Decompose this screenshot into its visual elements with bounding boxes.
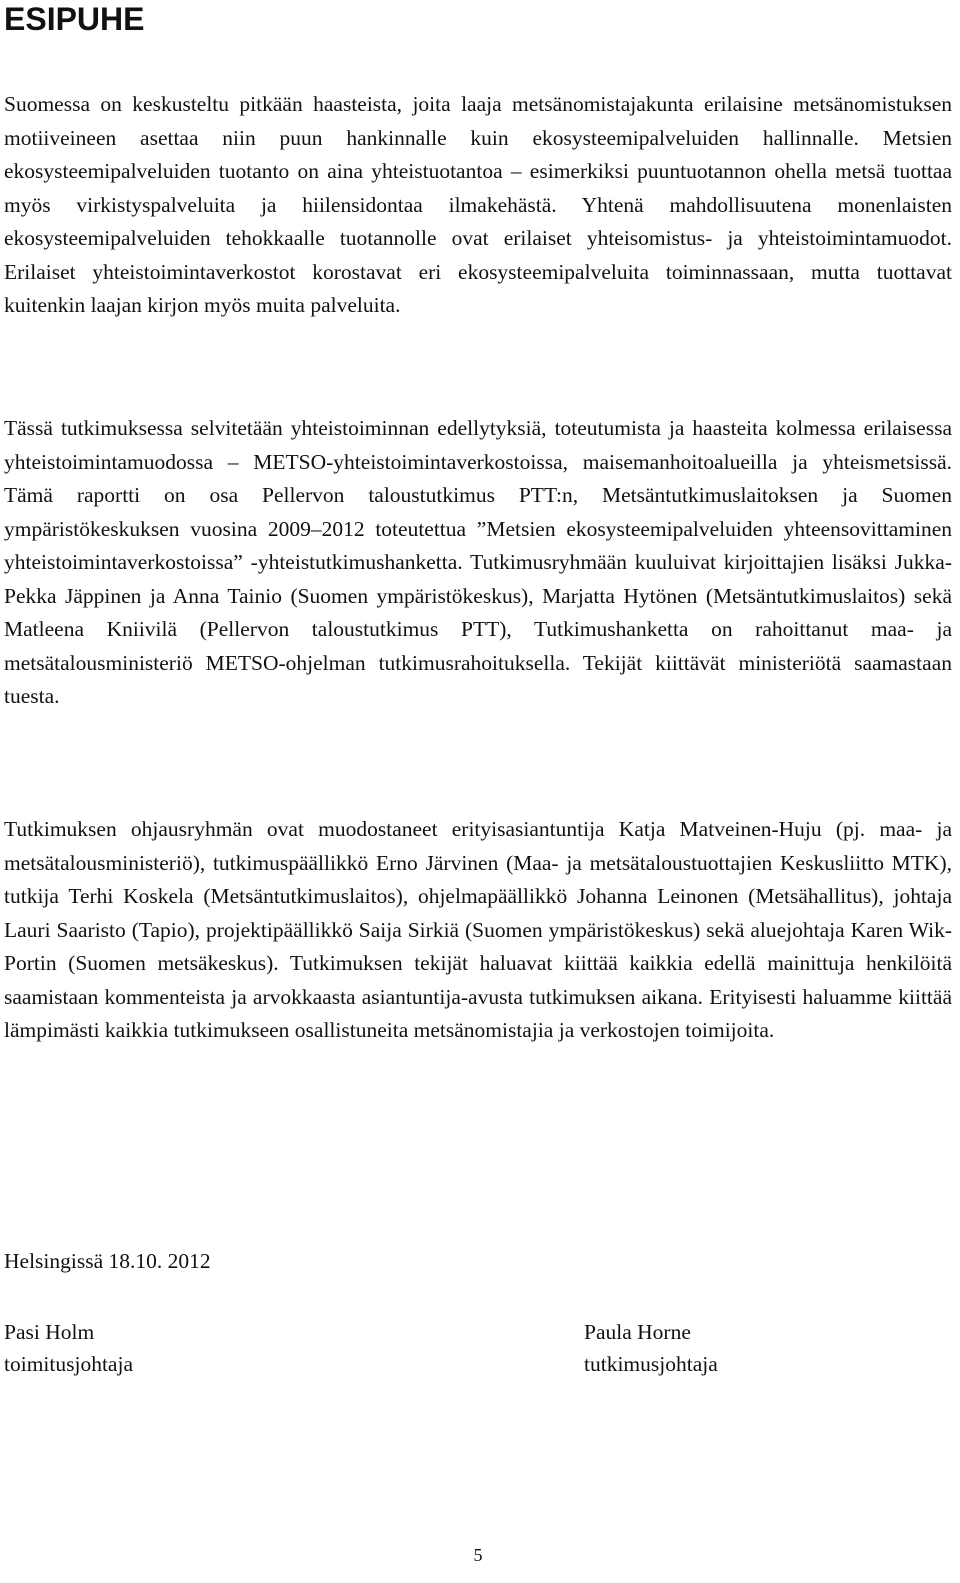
signature-block-right bbox=[584, 1316, 718, 1380]
page-title: ESIPUHE bbox=[4, 1, 145, 37]
paragraph-study: Tässä tutkimuksessa selvitetään yhteistoiminnan edellytyksiä, toteutumista ja haasteita kolmessa erilaisessa yhteistoimintamuodossa – METSO-yhteistoimintaverkostoissa, maisemanhoitoalueilla ja yhteismetsissä. Tämä raportti on osa Pellervon taloustutkimus PTT:n, Metsäntutkimuslaitoksen ja Suomen ympäristökeskuksen vuosina 2009–2012 toteutettua ”Metsien ekosysteemipalveluiden yhteensovittaminen yhteistoimintaverkostoissa” -yhteistutkimushanketta. Tutkimusryhmään kuuluivat kirjoittajien lisäksi Jukka-Pekka Jäppinen ja Anna Tainio (Suomen ympäristökeskus), Marjatta Hytönen (Metsäntutkimuslaitos) sekä Matleena Kniivilä (Pellervon taloustutkimus PTT), Tutkimushanketta on rahoittanut maa- ja metsätalousministeriö METSO-ohjelman tutkimusrahoituksella. Tekijät kiittävät ministeriötä saamastaan tuesta. bbox=[4, 416, 952, 708]
signatory-title: toimitusjohtaja bbox=[4, 1352, 133, 1376]
paragraph-acknowledgements: Tutkimuksen ohjausryhmän ovat muodostaneet erityisasiantuntija Katja Matveinen-Huju (pj. maa- ja metsätalousministeriö), tutkimuspäällikkö Erno Järvinen (Maa- ja metsätaloustuottajien Keskusliitto MTK), tutkija Terhi Koskela (Metsäntutkimuslaitos), ohjelmapäällikkö Johanna Leinonen (Metsähallitus), johtaja Lauri Saaristo (Tapio), projektipäällikkö Saija Sirkiä (Suomen ympäristökeskus) sekä aluejohtaja Karen Wik-Portin (Suomen metsäkeskus). Tutkimuksen tekijät haluavat kiittää kaikkia edellä mainittuja henkilöitä saamistaan kommenteista ja arvokkaasta asiantuntija-avusta tutkimuksen aikana. Erityisesti haluamme kiittää lämpimästi kaikkia tutkimukseen osallistuneita metsänomistajia ja verkostojen toimijoita. bbox=[4, 817, 952, 1042]
signatory-title: tutkimusjohtaja bbox=[584, 1352, 718, 1376]
page-number-footer bbox=[0, 1543, 960, 1567]
place-and-date: Helsingissä 18.10. 2012 bbox=[4, 1249, 211, 1273]
paragraph-intro: Suomessa on keskusteltu pitkään haasteista, joita laaja metsänomistajakunta erilaisine metsänomistuksen motiiveineen asettaa niin puun hankinnalle kuin ekosysteemipalveluiden hallinnalle. Metsien ekosysteemipalveluiden tuotanto on aina yhteistuotantoa – esimerkiksi puuntuotannon ohella metsä tuottaa myös virkistyspalveluita ja hiilensidontaa ilmakehästä. Yhtenä mahdollisuutena monenlaisten ekosysteemipalveluiden tehokkaalle tuotannolle ovat erilaiset yhteisomistus- ja yhteistoimintamuodot. Erilaiset yhteistoimintaverkostot korostavat eri ekosysteemipalveluita toiminnassaan, mutta tuottavat kuitenkin laajan kirjon myös muita palveluita. bbox=[4, 92, 952, 317]
page-number: 5 bbox=[473, 1545, 483, 1565]
signatory-name: Paula Horne bbox=[584, 1320, 691, 1344]
signature-block-left bbox=[4, 1316, 133, 1380]
signatory-name: Pasi Holm bbox=[4, 1320, 95, 1344]
